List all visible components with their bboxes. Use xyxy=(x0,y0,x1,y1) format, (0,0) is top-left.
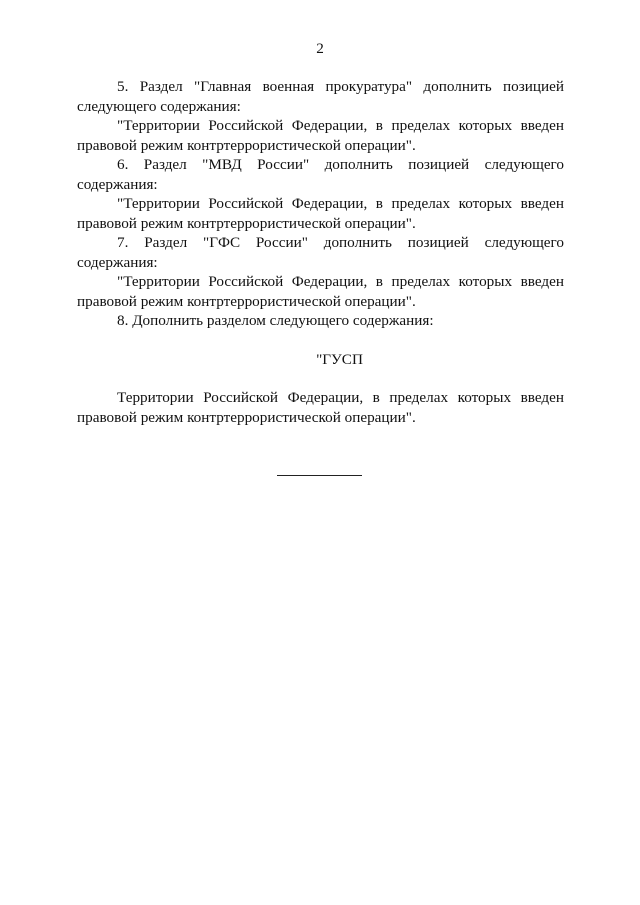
item-5-lead: 5. Раздел "Главная военная прокуратура" дополнить позицией следующего содержания: xyxy=(77,78,564,115)
item-6-quote: "Территории Российской Федерации, в пределах которых введен правовой режим контртеррористической операции". xyxy=(77,195,564,232)
item-5-quote: "Территории Российской Федерации, в пределах которых введен правовой режим контртеррористической операции". xyxy=(77,117,564,154)
item-8-lead: 8. Дополнить разделом следующего содержания: xyxy=(117,312,434,329)
page-number: 2 xyxy=(316,40,324,57)
end-rule xyxy=(277,475,362,476)
section-title-gusp: "ГУСП xyxy=(316,350,363,368)
item-7-quote: "Территории Российской Федерации, в пределах которых введен правовой режим контртеррористической операции". xyxy=(77,273,564,310)
item-6-lead: 6. Раздел "МВД России" дополнить позицией следующего содержания: xyxy=(77,156,564,193)
item-7-lead: 7. Раздел "ГФС России" дополнить позицией следующего содержания: xyxy=(77,234,564,271)
document-body xyxy=(77,77,564,427)
section-gusp-text: Территории Российской Федерации, в пределах которых введен правовой режим контртеррористической операции". xyxy=(77,389,564,426)
